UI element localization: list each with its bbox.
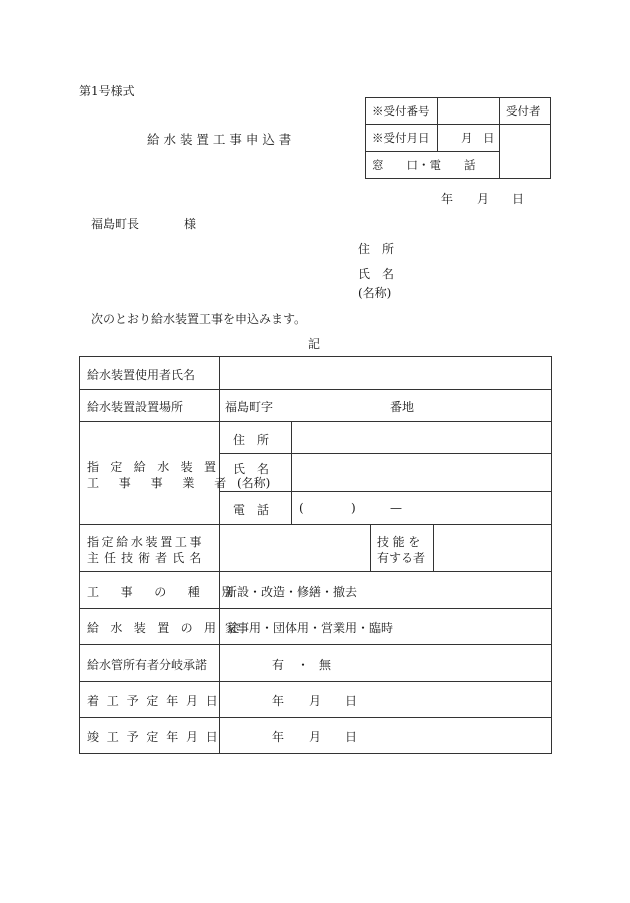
chief-engineer-label-line2: 主任技術者氏名 bbox=[87, 551, 207, 565]
skill-label-line2: 有する者 bbox=[377, 551, 426, 565]
consent-no: 無 bbox=[319, 658, 332, 672]
addressee-honorific: 様 bbox=[184, 217, 197, 231]
phone-dash: — bbox=[390, 501, 402, 515]
location-banchi: 番地 bbox=[390, 400, 415, 414]
consent-yes: 有 bbox=[272, 658, 285, 672]
addressee-name: 福島町長 bbox=[91, 217, 140, 231]
reception-date-label: ※受付月日 bbox=[372, 131, 430, 145]
contractor-label-line1: 指定給水装置 bbox=[87, 460, 228, 474]
application-table bbox=[79, 356, 552, 754]
phone-close-paren: ) bbox=[351, 501, 356, 515]
date-year: 年 bbox=[441, 192, 454, 206]
skill-label-line1: 技能を bbox=[377, 535, 424, 549]
usage-label: 給水装置の用途 bbox=[87, 621, 251, 635]
reception-box bbox=[365, 97, 551, 179]
applicant-name-alt: (名称) bbox=[358, 286, 392, 300]
applicant-name-label: 氏 名 bbox=[358, 267, 395, 281]
receiver-label: 受付者 bbox=[506, 104, 541, 118]
form-number: 第1号様式 bbox=[79, 84, 135, 98]
work-type-value: 新設・改造・修繕・撤去 bbox=[225, 585, 358, 599]
contractor-label-line2: 工事事業者 bbox=[87, 476, 247, 490]
reception-month: 月 bbox=[461, 131, 473, 145]
contractor-name-label: 氏 名 bbox=[233, 462, 270, 476]
location-town: 福島町字 bbox=[225, 400, 274, 414]
location-label: 給水装置設置場所 bbox=[87, 400, 184, 414]
contractor-phone-label: 電 話 bbox=[233, 503, 270, 517]
date-day: 日 bbox=[512, 192, 525, 206]
work-type-label: 工事の種別 bbox=[87, 585, 256, 599]
contractor-address-label: 住 所 bbox=[233, 433, 270, 447]
end-date-day: 日 bbox=[345, 730, 358, 744]
end-date-month: 月 bbox=[309, 730, 322, 744]
usage-value: 家事用・団体用・営業用・臨時 bbox=[225, 621, 394, 635]
applicant-address-label: 住 所 bbox=[358, 242, 395, 256]
start-date-day: 日 bbox=[345, 694, 358, 708]
start-date-month: 月 bbox=[309, 694, 322, 708]
window-phone-label: 窓 口・電 話 bbox=[372, 158, 476, 172]
intro-text: 次のとおり給水装置工事を申込みます。 bbox=[91, 312, 307, 326]
ki-label: 記 bbox=[308, 337, 321, 351]
end-date-year: 年 bbox=[272, 730, 285, 744]
consent-label: 給水管所有者分岐承諾 bbox=[87, 658, 208, 672]
end-date-label: 竣工予定年月日 bbox=[87, 730, 226, 744]
contractor-name-alt: (名称) bbox=[237, 476, 271, 490]
start-date-label: 着工予定年月日 bbox=[87, 694, 226, 708]
reception-number-label: ※受付番号 bbox=[372, 104, 430, 118]
consent-dot: ・ bbox=[297, 658, 310, 672]
user-name-label: 給水装置使用者氏名 bbox=[87, 368, 196, 382]
chief-engineer-label-line1: 指定給水装置工事 bbox=[87, 535, 205, 549]
start-date-year: 年 bbox=[272, 694, 285, 708]
reception-day: 日 bbox=[483, 131, 495, 145]
date-month: 月 bbox=[477, 192, 490, 206]
page-title: 給 水 装 置 工 事 申 込 書 bbox=[147, 132, 292, 147]
phone-open-paren: ( bbox=[299, 501, 304, 515]
